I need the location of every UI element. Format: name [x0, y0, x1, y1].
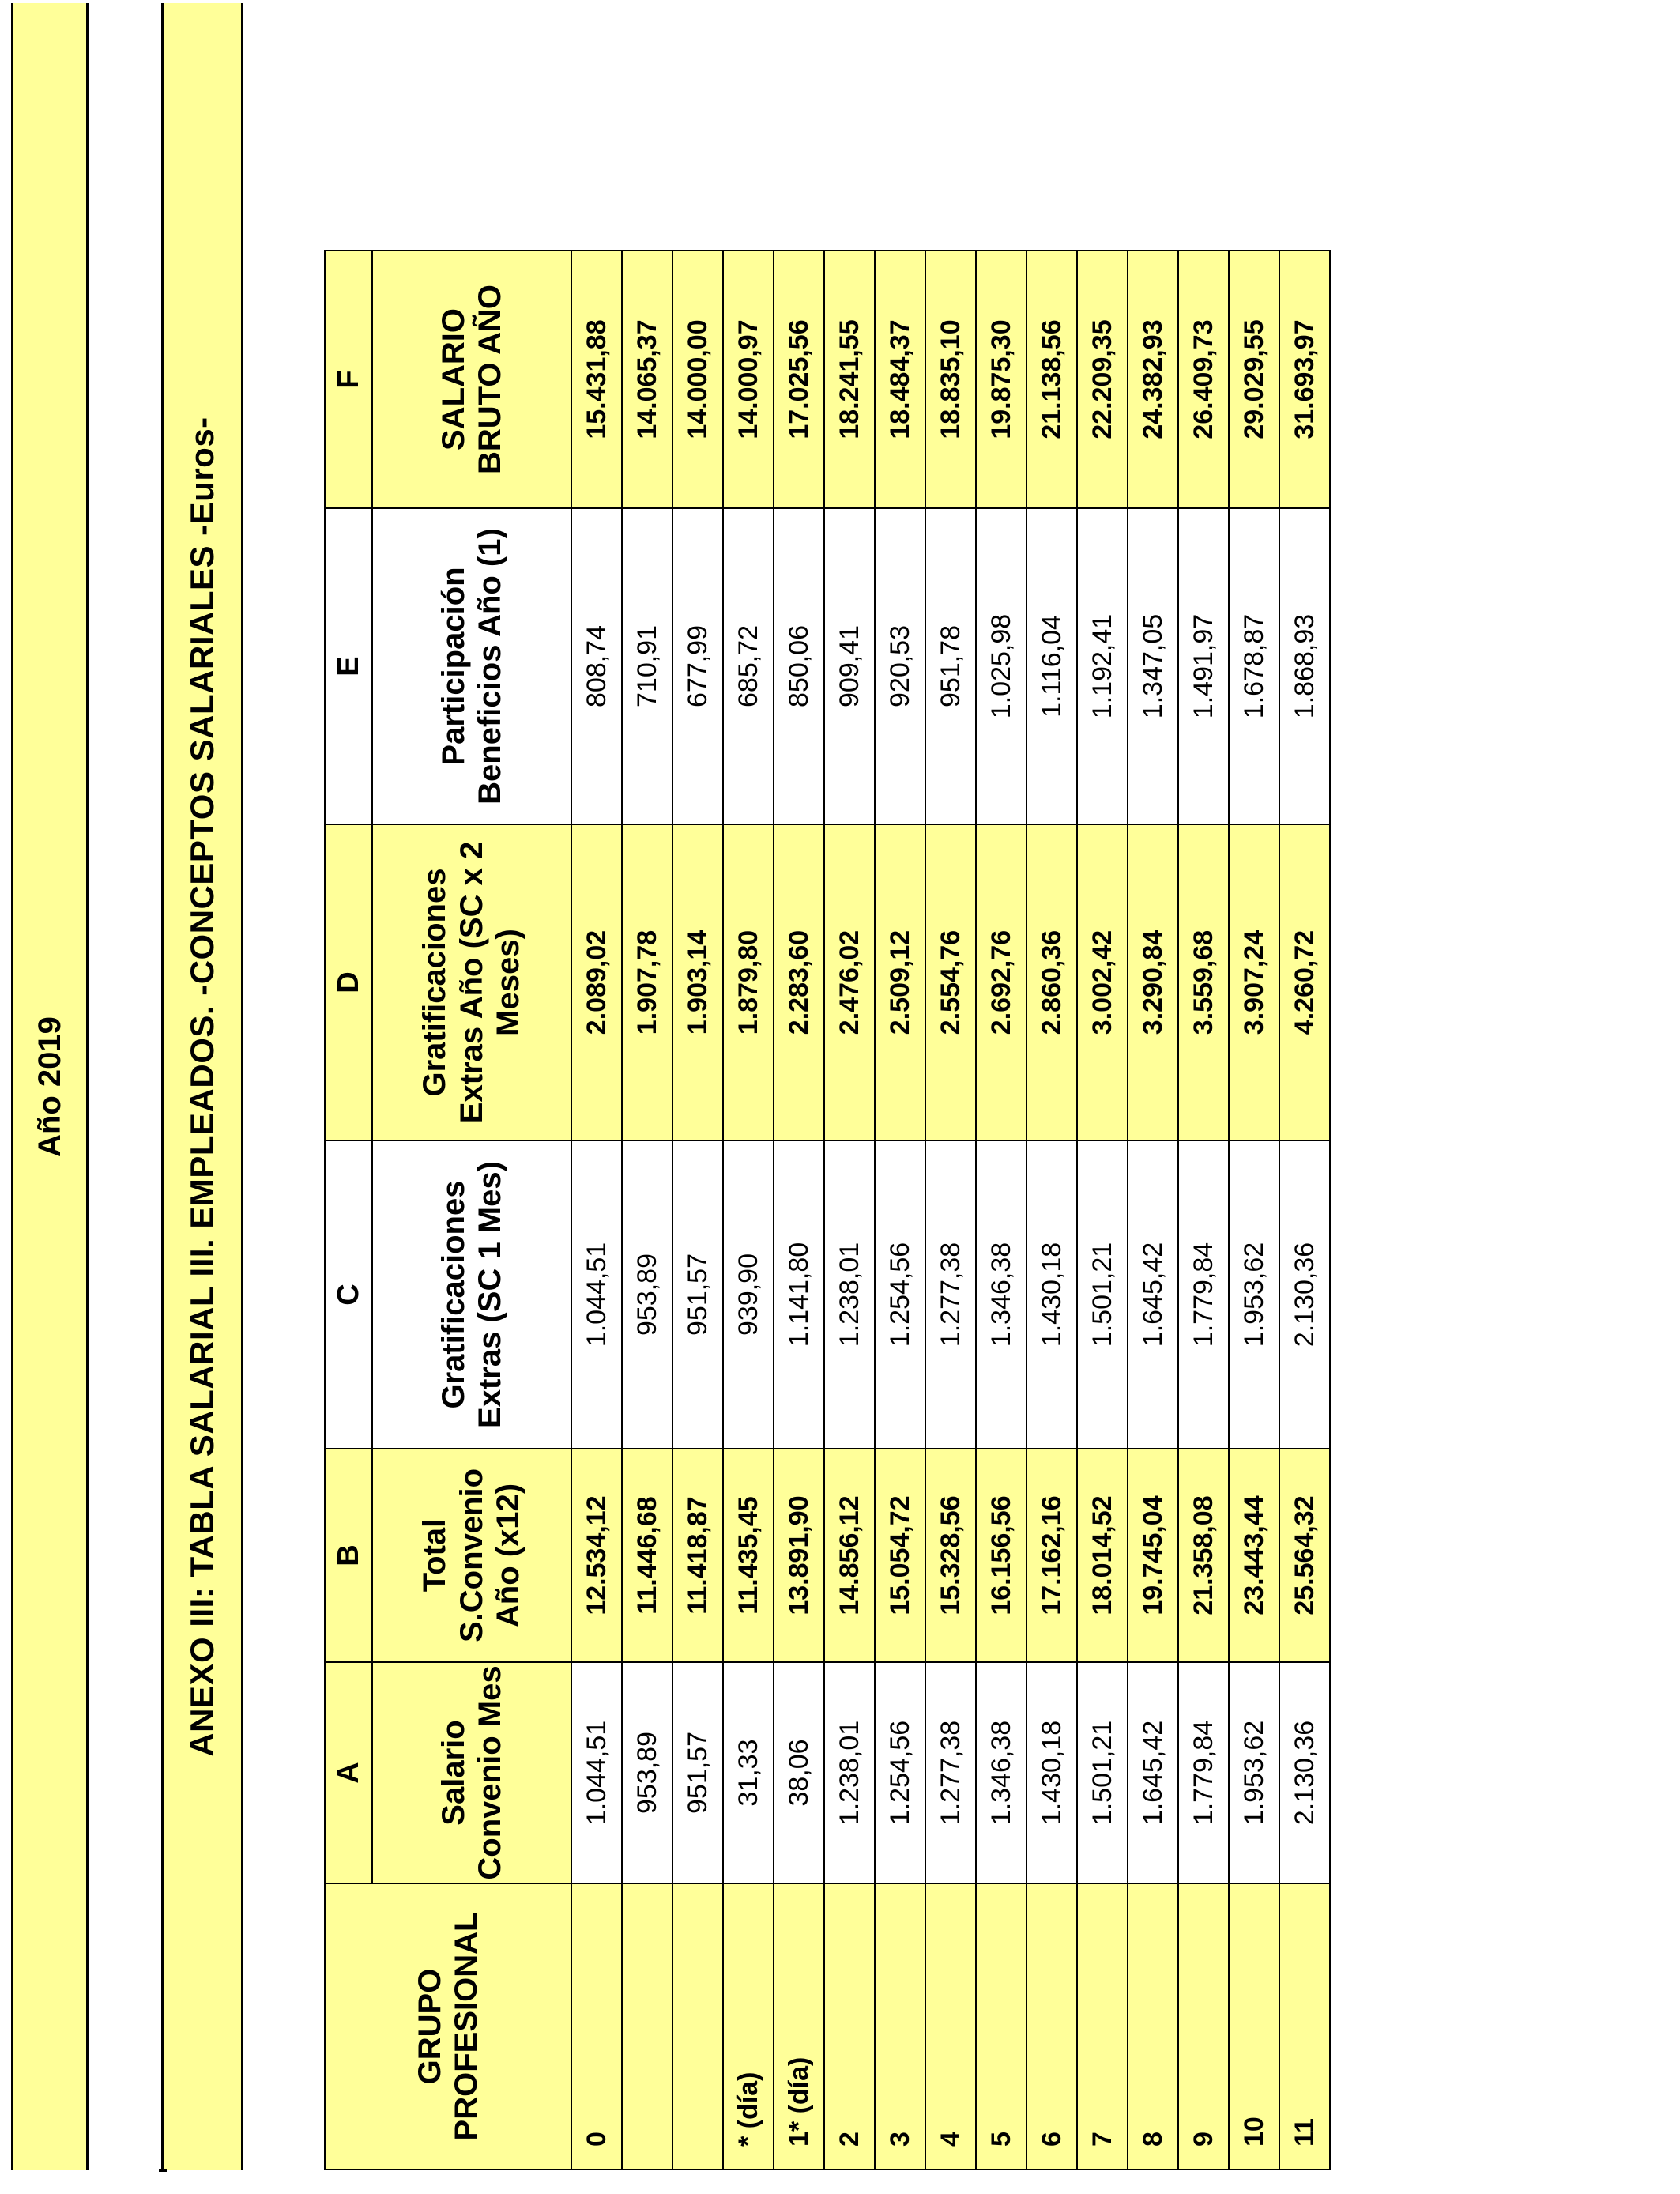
group-cell: 2 — [824, 1883, 875, 2169]
group-cell: 3 — [875, 1883, 925, 2169]
table-title: ANEXO III: TABLA SALARIAL III. EMPLEADOS. -CONCEPTOS SALARIALES -Euros- — [183, 417, 220, 1757]
value-cell-a: 1.254,56 — [875, 1662, 925, 1883]
value-cell-e: 808,74 — [571, 508, 622, 824]
value-cell-e: 1.868,93 — [1279, 508, 1330, 824]
table-row — [1178, 251, 1229, 2169]
value-cell-b: 11.435,45 — [723, 1449, 774, 1662]
value-cell-b: 21.358,08 — [1178, 1449, 1229, 1662]
column-letter-f: F — [325, 251, 372, 508]
value-cell-e: 1.116,04 — [1026, 508, 1077, 824]
value-cell-c: 1.277,38 — [925, 1140, 976, 1449]
value-cell-d: 1.879,80 — [723, 824, 774, 1140]
value-cell-d: 2.476,02 — [824, 824, 875, 1140]
value-cell-c: 939,90 — [723, 1140, 774, 1449]
value-cell-f: 18.484,37 — [875, 251, 925, 508]
value-cell-b: 19.745,04 — [1128, 1449, 1178, 1662]
value-cell-b: 15.328,56 — [925, 1449, 976, 1662]
value-cell-d: 1.907,78 — [622, 824, 672, 1140]
value-cell-e: 710,91 — [622, 508, 672, 824]
table-row — [1279, 251, 1330, 2169]
table-row — [571, 251, 622, 2169]
value-cell-a: 1.346,38 — [976, 1662, 1026, 1883]
group-cell: 6 — [1026, 1883, 1077, 2169]
value-cell-f: 22.209,35 — [1077, 251, 1128, 508]
value-cell-e: 677,99 — [672, 508, 723, 824]
value-cell-c: 1.254,56 — [875, 1140, 925, 1449]
value-cell-d: 2.860,36 — [1026, 824, 1077, 1140]
value-cell-f: 18.835,10 — [925, 251, 976, 508]
group-cell: * (día) — [723, 1883, 774, 2169]
group-cell: 8 — [1128, 1883, 1178, 2169]
group-cell — [622, 1883, 672, 2169]
group-cell: 4 — [925, 1883, 976, 2169]
value-cell-f: 31.693,97 — [1279, 251, 1330, 508]
column-letter-b: B — [325, 1449, 372, 1662]
value-cell-b: 23.443,44 — [1229, 1449, 1279, 1662]
group-cell: 0 — [571, 1883, 622, 2169]
value-cell-e: 909,41 — [824, 508, 875, 824]
value-cell-b: 18.014,52 — [1077, 1449, 1128, 1662]
value-cell-d: 4.260,72 — [1279, 824, 1330, 1140]
column-header-c: Gratificaciones Extras (SC 1 Mes) — [372, 1140, 571, 1449]
value-cell-e: 685,72 — [723, 508, 774, 824]
value-cell-a: 1.645,42 — [1128, 1662, 1178, 1883]
value-cell-c: 1.779,84 — [1178, 1140, 1229, 1449]
column-letter-e: E — [325, 508, 372, 824]
value-cell-a: 951,57 — [672, 1662, 723, 1883]
value-cell-d: 2.509,12 — [875, 824, 925, 1140]
value-cell-e: 1.491,97 — [1178, 508, 1229, 824]
value-cell-a: 1.277,38 — [925, 1662, 976, 1883]
value-cell-c: 1.430,18 — [1026, 1140, 1077, 1449]
column-header-b: Total S.Convenio Año (x12) — [372, 1449, 571, 1662]
salary-table-body — [571, 251, 1330, 2169]
value-cell-c: 1.044,51 — [571, 1140, 622, 1449]
value-cell-a: 1.501,21 — [1077, 1662, 1128, 1883]
value-cell-e: 1.347,05 — [1128, 508, 1178, 824]
table-row — [1128, 251, 1178, 2169]
value-cell-d: 1.903,14 — [672, 824, 723, 1140]
value-cell-f: 24.382,93 — [1128, 251, 1178, 508]
value-cell-a: 2.130,36 — [1279, 1662, 1330, 1883]
table-row — [824, 251, 875, 2169]
column-header-f: SALARIO BRUTO AÑO — [372, 251, 571, 508]
value-cell-b: 12.534,12 — [571, 1449, 622, 1662]
column-header-e: Participación Beneficios Año (1) — [372, 508, 571, 824]
table-row — [1229, 251, 1279, 2169]
value-cell-e: 850,06 — [774, 508, 824, 824]
value-cell-b: 25.564,32 — [1279, 1449, 1330, 1662]
value-cell-b: 14.856,12 — [824, 1449, 875, 1662]
value-cell-b: 16.156,56 — [976, 1449, 1026, 1662]
value-cell-d: 3.002,42 — [1077, 824, 1128, 1140]
group-cell: 7 — [1077, 1883, 1128, 2169]
table-row — [774, 251, 824, 2169]
value-cell-f: 14.000,97 — [723, 251, 774, 508]
value-cell-e: 1.025,98 — [976, 508, 1026, 824]
column-letter-d: D — [325, 824, 372, 1140]
table-row — [976, 251, 1026, 2169]
value-cell-c: 1.953,62 — [1229, 1140, 1279, 1449]
value-cell-d: 3.907,24 — [1229, 824, 1279, 1140]
value-cell-f: 14.000,00 — [672, 251, 723, 508]
value-cell-c: 1.346,38 — [976, 1140, 1026, 1449]
table-row — [875, 251, 925, 2169]
value-cell-f: 21.138,56 — [1026, 251, 1077, 508]
value-cell-d: 2.089,02 — [571, 824, 622, 1140]
column-letter-c: C — [325, 1140, 372, 1449]
value-cell-f: 26.409,73 — [1178, 251, 1229, 508]
value-cell-d: 2.554,76 — [925, 824, 976, 1140]
group-cell: 11 — [1279, 1883, 1330, 2169]
column-letter-a: A — [325, 1662, 372, 1883]
year-label: Año 2019 — [32, 1016, 67, 1157]
table-row — [622, 251, 672, 2169]
value-cell-e: 920,53 — [875, 508, 925, 824]
value-cell-f: 18.241,55 — [824, 251, 875, 508]
group-header: GRUPO PROFESIONAL — [325, 1883, 571, 2169]
value-cell-a: 1.044,51 — [571, 1662, 622, 1883]
group-cell: 5 — [976, 1883, 1026, 2169]
value-cell-c: 951,57 — [672, 1140, 723, 1449]
value-cell-d: 2.283,60 — [774, 824, 824, 1140]
value-cell-a: 38,06 — [774, 1662, 824, 1883]
value-cell-d: 3.559,68 — [1178, 824, 1229, 1140]
value-cell-f: 29.029,55 — [1229, 251, 1279, 508]
value-cell-c: 1.238,01 — [824, 1140, 875, 1449]
table-row — [925, 251, 976, 2169]
title-rule — [159, 2169, 167, 2172]
value-cell-c: 1.141,80 — [774, 1140, 824, 1449]
value-cell-b: 17.162,16 — [1026, 1449, 1077, 1662]
value-cell-b: 11.446,68 — [622, 1449, 672, 1662]
value-cell-e: 1.192,41 — [1077, 508, 1128, 824]
value-cell-a: 31,33 — [723, 1662, 774, 1883]
group-cell — [672, 1883, 723, 2169]
value-cell-f: 19.875,30 — [976, 251, 1026, 508]
value-cell-a: 1.953,62 — [1229, 1662, 1279, 1883]
value-cell-a: 1.779,84 — [1178, 1662, 1229, 1883]
table-row — [672, 251, 723, 2169]
value-cell-e: 951,78 — [925, 508, 976, 824]
table-row — [1077, 251, 1128, 2169]
value-cell-d: 3.290,84 — [1128, 824, 1178, 1140]
title-banner — [161, 3, 243, 2170]
column-header-d: Gratificaciones Extras Año (SC x 2 Meses) — [372, 824, 571, 1140]
value-cell-c: 1.501,21 — [1077, 1140, 1128, 1449]
value-cell-f: 17.025,56 — [774, 251, 824, 508]
column-header-a: Salario Convenio Mes — [372, 1662, 571, 1883]
value-cell-b: 15.054,72 — [875, 1449, 925, 1662]
value-cell-c: 2.130,36 — [1279, 1140, 1330, 1449]
value-cell-f: 14.065,37 — [622, 251, 672, 508]
year-banner — [11, 3, 89, 2170]
value-cell-a: 1.430,18 — [1026, 1662, 1077, 1883]
group-cell: 10 — [1229, 1883, 1279, 2169]
table-row — [1026, 251, 1077, 2169]
value-cell-a: 953,89 — [622, 1662, 672, 1883]
value-cell-d: 2.692,76 — [976, 824, 1026, 1140]
salary-table — [324, 250, 1331, 2170]
group-cell: 1* (día) — [774, 1883, 824, 2169]
value-cell-c: 1.645,42 — [1128, 1140, 1178, 1449]
group-cell: 9 — [1178, 1883, 1229, 2169]
value-cell-e: 1.678,87 — [1229, 508, 1279, 824]
value-cell-f: 15.431,88 — [571, 251, 622, 508]
value-cell-b: 11.418,87 — [672, 1449, 723, 1662]
table-row — [723, 251, 774, 2169]
value-cell-c: 953,89 — [622, 1140, 672, 1449]
value-cell-a: 1.238,01 — [824, 1662, 875, 1883]
value-cell-b: 13.891,90 — [774, 1449, 824, 1662]
